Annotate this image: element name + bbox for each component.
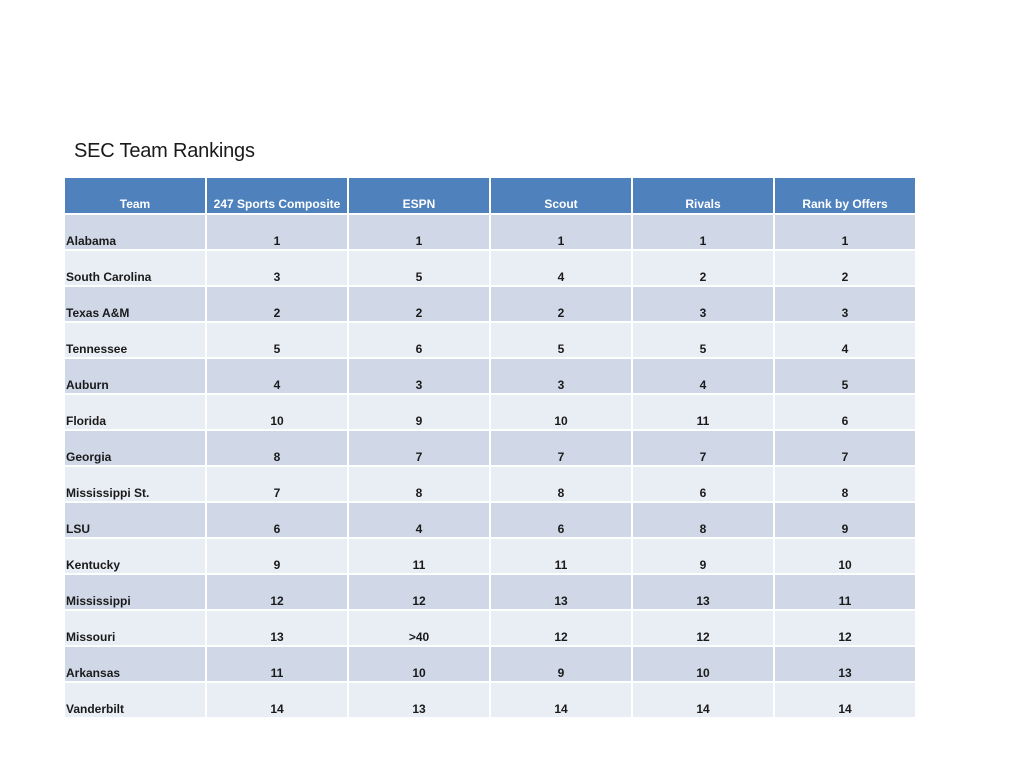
table-row (65, 539, 915, 573)
table-row (65, 467, 915, 501)
column-header-rivals: Rivals (633, 178, 773, 213)
team-name-cell: Vanderbilt (65, 683, 205, 717)
espn-rank-cell: 11 (349, 539, 489, 573)
scout-rank-cell: 11 (491, 539, 631, 573)
table-row (65, 503, 915, 537)
composite-rank-cell: 2 (207, 287, 347, 321)
offers-rank-cell: 13 (775, 647, 915, 681)
rankings-table (63, 176, 917, 719)
espn-rank-cell: 4 (349, 503, 489, 537)
table-row (65, 431, 915, 465)
rivals-rank-cell: 10 (633, 647, 773, 681)
offers-rank-cell: 14 (775, 683, 915, 717)
espn-rank-cell: 6 (349, 323, 489, 357)
offers-rank-cell: 4 (775, 323, 915, 357)
rivals-rank-cell: 5 (633, 323, 773, 357)
espn-rank-cell: 8 (349, 467, 489, 501)
scout-rank-cell: 1 (491, 215, 631, 249)
table-row (65, 575, 915, 609)
espn-rank-cell: 2 (349, 287, 489, 321)
team-name-cell: Kentucky (65, 539, 205, 573)
offers-rank-cell: 6 (775, 395, 915, 429)
composite-rank-cell: 4 (207, 359, 347, 393)
table-row (65, 215, 915, 249)
espn-rank-cell: 7 (349, 431, 489, 465)
composite-rank-cell: 14 (207, 683, 347, 717)
rivals-rank-cell: 7 (633, 431, 773, 465)
table-row (65, 395, 915, 429)
rivals-rank-cell: 3 (633, 287, 773, 321)
table-row (65, 323, 915, 357)
page-title: SEC Team Rankings (74, 140, 255, 162)
rivals-rank-cell: 1 (633, 215, 773, 249)
header-row (65, 178, 915, 213)
espn-rank-cell: 10 (349, 647, 489, 681)
team-name-cell: Missouri (65, 611, 205, 645)
composite-rank-cell: 7 (207, 467, 347, 501)
table-row (65, 683, 915, 717)
composite-rank-cell: 5 (207, 323, 347, 357)
offers-rank-cell: 10 (775, 539, 915, 573)
offers-rank-cell: 7 (775, 431, 915, 465)
rivals-rank-cell: 9 (633, 539, 773, 573)
table-row (65, 611, 915, 645)
scout-rank-cell: 14 (491, 683, 631, 717)
composite-rank-cell: 9 (207, 539, 347, 573)
offers-rank-cell: 12 (775, 611, 915, 645)
offers-rank-cell: 3 (775, 287, 915, 321)
table-body (65, 215, 915, 717)
table-row (65, 251, 915, 285)
column-header-247-sports-composite: 247 Sports Composite (207, 178, 347, 213)
scout-rank-cell: 8 (491, 467, 631, 501)
composite-rank-cell: 6 (207, 503, 347, 537)
team-name-cell: Mississippi St. (65, 467, 205, 501)
espn-rank-cell: 13 (349, 683, 489, 717)
column-header-rank-by-offers: Rank by Offers (775, 178, 915, 213)
rivals-rank-cell: 6 (633, 467, 773, 501)
offers-rank-cell: 11 (775, 575, 915, 609)
rivals-rank-cell: 13 (633, 575, 773, 609)
team-name-cell: Florida (65, 395, 205, 429)
scout-rank-cell: 4 (491, 251, 631, 285)
espn-rank-cell: 3 (349, 359, 489, 393)
offers-rank-cell: 8 (775, 467, 915, 501)
espn-rank-cell: 1 (349, 215, 489, 249)
scout-rank-cell: 7 (491, 431, 631, 465)
team-name-cell: Arkansas (65, 647, 205, 681)
rivals-rank-cell: 12 (633, 611, 773, 645)
rivals-rank-cell: 11 (633, 395, 773, 429)
scout-rank-cell: 12 (491, 611, 631, 645)
column-header-espn: ESPN (349, 178, 489, 213)
rivals-rank-cell: 2 (633, 251, 773, 285)
composite-rank-cell: 8 (207, 431, 347, 465)
composite-rank-cell: 10 (207, 395, 347, 429)
scout-rank-cell: 9 (491, 647, 631, 681)
column-header-team: Team (65, 178, 205, 213)
column-header-scout: Scout (491, 178, 631, 213)
team-name-cell: Mississippi (65, 575, 205, 609)
offers-rank-cell: 5 (775, 359, 915, 393)
composite-rank-cell: 3 (207, 251, 347, 285)
scout-rank-cell: 2 (491, 287, 631, 321)
espn-rank-cell: 5 (349, 251, 489, 285)
team-name-cell: Alabama (65, 215, 205, 249)
composite-rank-cell: 1 (207, 215, 347, 249)
team-name-cell: South Carolina (65, 251, 205, 285)
rivals-rank-cell: 14 (633, 683, 773, 717)
table-row (65, 287, 915, 321)
offers-rank-cell: 9 (775, 503, 915, 537)
scout-rank-cell: 6 (491, 503, 631, 537)
team-name-cell: Auburn (65, 359, 205, 393)
offers-rank-cell: 2 (775, 251, 915, 285)
scout-rank-cell: 13 (491, 575, 631, 609)
composite-rank-cell: 11 (207, 647, 347, 681)
team-name-cell: Texas A&M (65, 287, 205, 321)
rivals-rank-cell: 4 (633, 359, 773, 393)
rivals-rank-cell: 8 (633, 503, 773, 537)
table-header (65, 178, 915, 213)
team-name-cell: Tennessee (65, 323, 205, 357)
scout-rank-cell: 3 (491, 359, 631, 393)
composite-rank-cell: 13 (207, 611, 347, 645)
espn-rank-cell: >40 (349, 611, 489, 645)
offers-rank-cell: 1 (775, 215, 915, 249)
scout-rank-cell: 5 (491, 323, 631, 357)
espn-rank-cell: 12 (349, 575, 489, 609)
team-name-cell: Georgia (65, 431, 205, 465)
composite-rank-cell: 12 (207, 575, 347, 609)
table-row (65, 359, 915, 393)
team-name-cell: LSU (65, 503, 205, 537)
scout-rank-cell: 10 (491, 395, 631, 429)
table-row (65, 647, 915, 681)
espn-rank-cell: 9 (349, 395, 489, 429)
